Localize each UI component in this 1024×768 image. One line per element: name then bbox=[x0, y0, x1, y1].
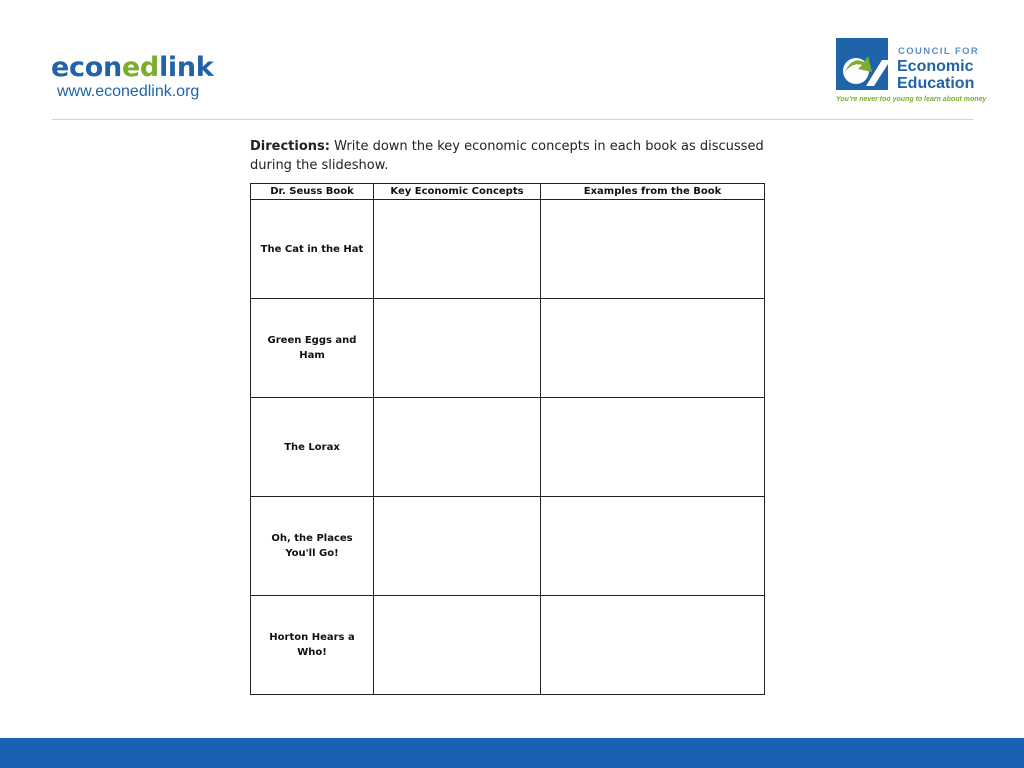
cee-name: Economic Education bbox=[897, 58, 975, 92]
concepts-cell[interactable] bbox=[374, 398, 541, 497]
examples-cell[interactable] bbox=[541, 299, 765, 398]
econedlink-url[interactable]: www.econedlink.org bbox=[57, 83, 200, 100]
table-row bbox=[251, 497, 765, 596]
examples-cell[interactable] bbox=[541, 596, 765, 695]
econedlink-logo[interactable] bbox=[51, 54, 213, 101]
header-concepts: Key Economic Concepts bbox=[374, 184, 541, 200]
table-row bbox=[251, 398, 765, 497]
table-header-row bbox=[251, 184, 765, 200]
book-title: The Cat in the Hat bbox=[251, 200, 374, 299]
concepts-cell[interactable] bbox=[374, 596, 541, 695]
book-title: Horton Hears a Who! bbox=[251, 596, 374, 695]
table-row bbox=[251, 200, 765, 299]
table-row bbox=[251, 596, 765, 695]
book-title: The Lorax bbox=[251, 398, 374, 497]
book-title: Green Eggs and Ham bbox=[251, 299, 374, 398]
table-row bbox=[251, 299, 765, 398]
cee-logo[interactable] bbox=[836, 38, 987, 106]
cee-tagline: You're never too young to learn about money bbox=[836, 96, 987, 103]
footer-bar bbox=[0, 738, 1024, 768]
directions-body: Write down the key economic concepts in each book as discussed during the slideshow. bbox=[250, 139, 764, 173]
cee-council-text: COUNCIL FOR bbox=[898, 46, 980, 57]
examples-cell[interactable] bbox=[541, 200, 765, 299]
directions-text bbox=[250, 137, 770, 175]
cee-emblem-icon bbox=[836, 38, 888, 90]
book-title: Oh, the Places You'll Go! bbox=[251, 497, 374, 596]
header-book: Dr. Seuss Book bbox=[251, 184, 374, 200]
concepts-cell[interactable] bbox=[374, 200, 541, 299]
header-divider bbox=[52, 119, 973, 120]
directions-label: Directions: bbox=[250, 139, 330, 154]
header-examples: Examples from the Book bbox=[541, 184, 765, 200]
examples-cell[interactable] bbox=[541, 497, 765, 596]
worksheet-table bbox=[250, 183, 765, 695]
examples-cell[interactable] bbox=[541, 398, 765, 497]
concepts-cell[interactable] bbox=[374, 497, 541, 596]
concepts-cell[interactable] bbox=[374, 299, 541, 398]
econedlink-wordmark: econedlink bbox=[51, 52, 214, 83]
